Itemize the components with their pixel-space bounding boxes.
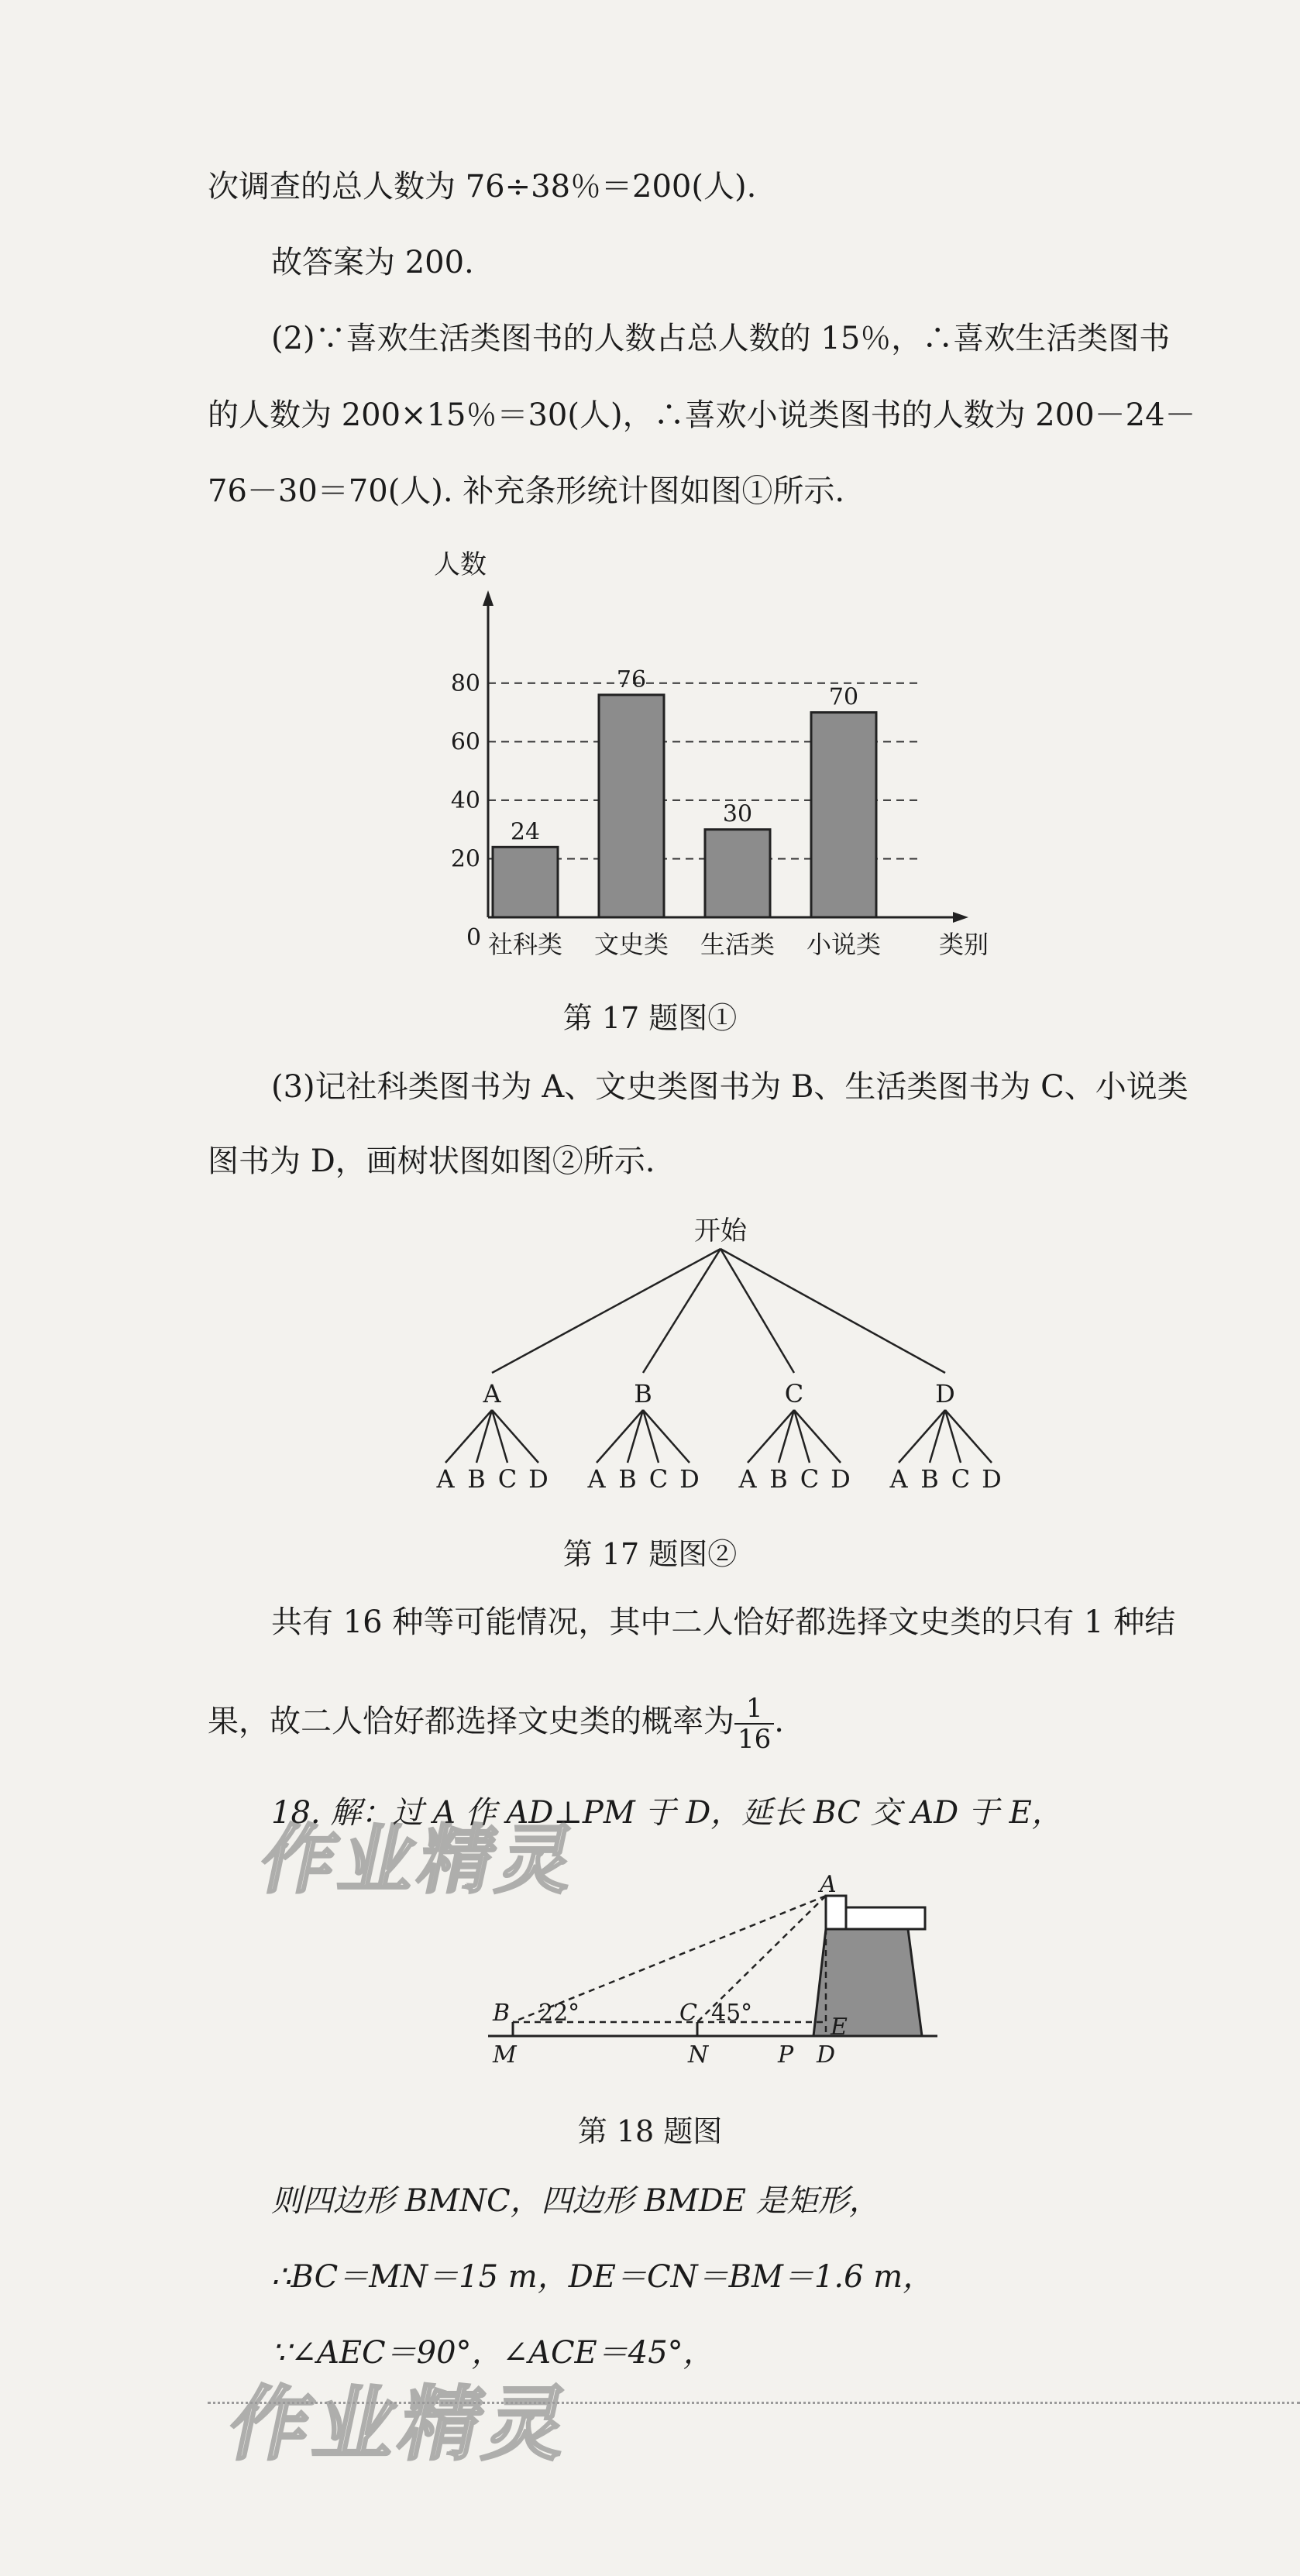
- tree-level2-label: C: [800, 1464, 820, 1494]
- caption-fig17-2: 第 17 题图②: [562, 1537, 738, 1571]
- building-shape: [813, 1929, 922, 2036]
- label-m: M: [493, 2041, 517, 2069]
- text-line-11: 则四边形 BMNC，四边形 BMDE 是矩形，: [271, 2183, 880, 2219]
- label-a: A: [820, 1871, 837, 1898]
- tree-level2-label: D: [831, 1464, 851, 1494]
- label-c: C: [679, 2000, 697, 2027]
- x-axis-arrow: [953, 912, 968, 923]
- tree-branch: [721, 1249, 794, 1373]
- footer-dotted-rule: [208, 2402, 1300, 2404]
- watermark-bottom: 作业精灵: [221, 2377, 583, 2471]
- watermark-top: 作业精灵: [253, 1817, 588, 1904]
- label-b: B: [493, 2000, 511, 2027]
- tree-root-label: 开始: [694, 1216, 747, 1247]
- text-line-5: 76－30＝70(人). 补充条形统计图如图①所示.: [208, 473, 845, 509]
- tree-level2-label: C: [497, 1464, 518, 1494]
- label-p: P: [778, 2041, 794, 2069]
- x-tick-label: 小说类: [806, 930, 882, 959]
- tree-level2-label: C: [648, 1464, 669, 1494]
- x-axis-label: 类别: [939, 930, 989, 959]
- text-line-12: ∴BC＝MN＝15 m，DE＝CN＝BM＝1.6 m，: [271, 2259, 934, 2295]
- origin-label: 0: [466, 924, 482, 951]
- tree-level2-label: D: [982, 1464, 1002, 1494]
- label-angle-45: 45°: [711, 2000, 753, 2027]
- text-line-9: [208, 1694, 1238, 1754]
- tree-level2-label: A: [436, 1464, 455, 1494]
- tree-level1-label: A: [483, 1379, 501, 1408]
- y-axis-arrow: [483, 590, 494, 606]
- caption-fig18: 第 18 题图: [577, 2114, 723, 2148]
- tree-level2-label: B: [769, 1464, 788, 1494]
- text-line-2: 故答案为 200.: [271, 245, 474, 280]
- fraction-numerator: 1: [734, 1694, 774, 1725]
- tree-level2-label: D: [679, 1464, 700, 1494]
- text-line-8: 共有 16 种等可能情况，其中二人恰好都选择文史类的只有 1 种结: [271, 1604, 1176, 1640]
- caption-fig17-1: 第 17 题图①: [562, 1001, 738, 1035]
- tree-level1-label: B: [634, 1379, 652, 1408]
- tree-branch: [643, 1249, 721, 1373]
- bar-value-label: 70: [828, 683, 859, 711]
- bar: [811, 713, 876, 917]
- text-line-3: (2)∵喜欢生活类图书的人数占总人数的 15％，∴喜欢生活类图书: [271, 321, 1171, 356]
- tree-diagram: [387, 1209, 1054, 1503]
- bar: [705, 830, 770, 917]
- y-axis-label: 人数: [434, 549, 487, 580]
- bar: [599, 695, 664, 917]
- tree-level2-label: A: [738, 1464, 757, 1494]
- tree-level2-label: A: [587, 1464, 606, 1494]
- label-n: N: [688, 2041, 709, 2069]
- y-tick-label: 20: [450, 845, 480, 873]
- tree-branch: [492, 1249, 721, 1373]
- y-tick-label: 40: [450, 786, 480, 814]
- label-e: E: [831, 2014, 848, 2041]
- text-line-7: 图书为 D，画树状图如图②所示.: [208, 1144, 655, 1179]
- text-line-4: 的人数为 200×15％＝30(人)，∴喜欢小说类图书的人数为 200－24－: [208, 397, 1196, 433]
- tree-level2-label: A: [889, 1464, 908, 1494]
- tree-level2-label: B: [618, 1464, 637, 1494]
- fraction-1-16: [734, 1694, 774, 1754]
- pole-at-a: [826, 1896, 846, 1929]
- tree-level2-label: D: [528, 1464, 549, 1494]
- x-tick-label: 社科类: [487, 930, 563, 959]
- y-tick-label: 60: [450, 728, 480, 756]
- text-line-1: 次调查的总人数为 76÷38％＝200(人).: [208, 169, 757, 205]
- text-line-13: ∵∠AEC＝90°，∠ACE＝45°，: [271, 2335, 714, 2371]
- bar-value-label: 24: [510, 818, 541, 846]
- text-line-9-main: 果，故二人恰好都选择文史类的概率为: [208, 1704, 734, 1739]
- bar-value-label: 76: [616, 665, 647, 693]
- text-line-9-end: .: [774, 1704, 784, 1739]
- text-line-10: 18. 解：过 A 作 AD⊥PM 于 D，延长 BC 交 AD 于 E，: [271, 1795, 1063, 1831]
- x-tick-label: 文史类: [593, 930, 669, 959]
- y-tick-label: 80: [450, 669, 480, 697]
- tree-level2-label: B: [467, 1464, 486, 1494]
- text-line-6: (3)记社科类图书为 A、文史类图书为 B、生活类图书为 C、小说类: [271, 1069, 1188, 1105]
- tree-level2-label: C: [951, 1464, 971, 1494]
- bar-value-label: 30: [722, 800, 753, 828]
- label-angle-22: 22°: [538, 2000, 580, 2027]
- bar: [493, 847, 558, 917]
- fraction-denominator: 16: [738, 1724, 772, 1755]
- tree-level2-label: B: [920, 1464, 939, 1494]
- label-d: D: [817, 2041, 836, 2069]
- tree-level1-label: C: [784, 1379, 804, 1408]
- bar-chart: [418, 542, 1038, 976]
- tree-level1-label: D: [935, 1379, 955, 1408]
- tree-branch: [721, 1249, 945, 1373]
- x-tick-label: 生活类: [700, 930, 776, 959]
